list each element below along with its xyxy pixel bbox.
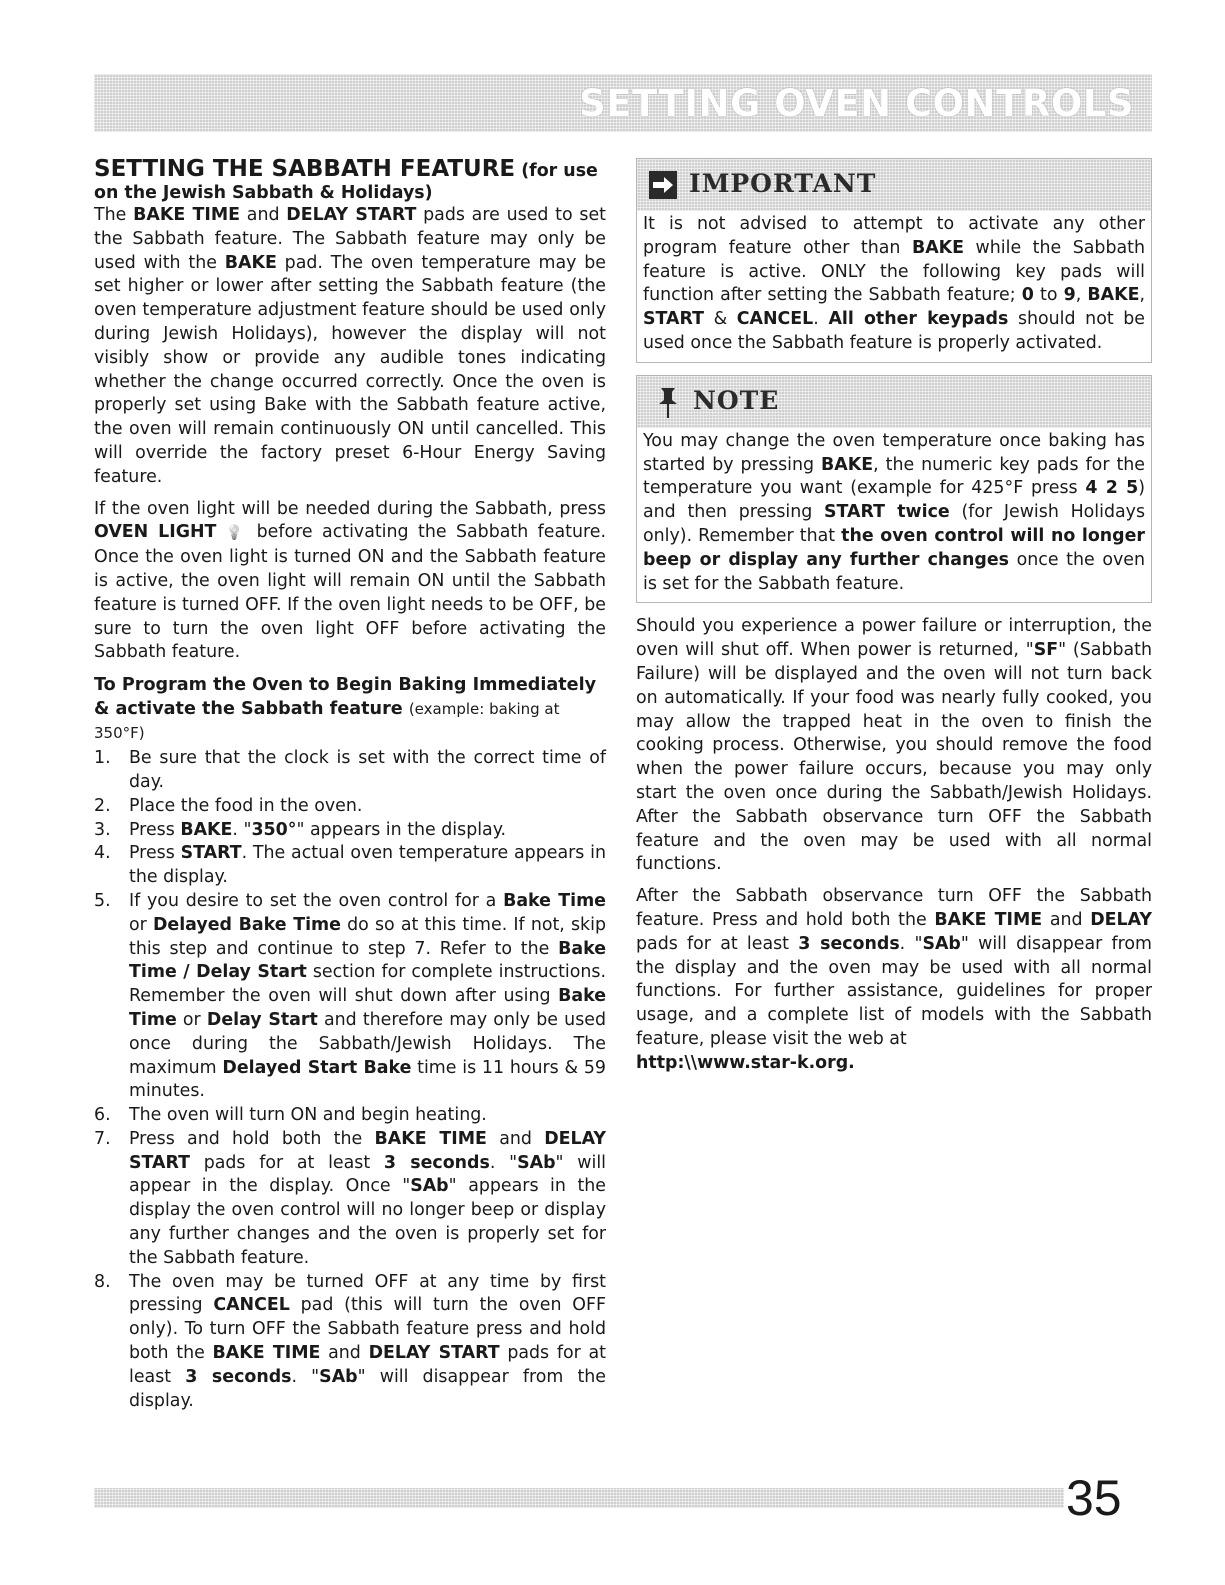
text: Press (129, 819, 181, 840)
bold-text: BAKE (911, 237, 965, 258)
bold-text: 0 (1021, 285, 1034, 306)
text: section for complete instructions. Remember the oven will shut down after using (129, 962, 606, 1007)
text: " appears in the display the oven control will no longer beep or display any further changes and the oven is properly set for the Sabbath feature. (129, 1176, 607, 1268)
text: After the Sabbath observance turn OFF the Sabbath feature. Press and hold both the (636, 886, 1152, 930)
text: and (486, 1128, 545, 1149)
note-header (637, 376, 1151, 428)
bold-text: OVEN LIGHT (94, 522, 217, 543)
text: If you desire to set the oven control for a (129, 890, 504, 911)
text: . " (232, 819, 252, 840)
steps-list (94, 747, 606, 1413)
text: and (240, 205, 287, 225)
bold-text: Delayed Start Bake (222, 1057, 412, 1078)
bold-text: CANCEL (213, 1295, 290, 1316)
text: or (176, 1009, 207, 1030)
note-text (643, 430, 1145, 597)
text: Place the food in the oven. (129, 795, 363, 816)
list-item (94, 1128, 606, 1271)
list-item (94, 819, 606, 843)
text: or (129, 914, 153, 935)
bold-text: 3 seconds (383, 1152, 490, 1173)
power-failure-paragraph (636, 615, 1152, 877)
star-k-link[interactable]: http:\\www.star-k.org. (636, 1052, 855, 1073)
bold-text: BAKE (821, 454, 874, 475)
important-header (637, 159, 1151, 211)
important-box (636, 158, 1152, 363)
text: & (703, 309, 737, 330)
bold-text: SAb (517, 1152, 556, 1173)
oven-light-paragraph (94, 498, 606, 666)
text: . " (899, 933, 923, 954)
bold-text: DELAY START (286, 205, 417, 225)
note-label: NOTE (693, 385, 780, 415)
important-text (643, 213, 1145, 356)
text: , (1075, 285, 1088, 306)
text: If the oven light will be needed during the Sabbath, press (94, 498, 606, 519)
text: " will disappear from the display. (129, 1366, 606, 1411)
text: pads are used to set the Sabbath feature. The Sabbath feature may only be used with the (94, 205, 606, 273)
text: " will appear in the display. Once " (129, 1152, 606, 1197)
bold-text: BAKE (180, 819, 233, 840)
bold-text: 3 seconds (798, 933, 900, 954)
header-banner (94, 74, 1152, 132)
bold-text: SF (1033, 640, 1059, 661)
section-title-suffix: (for use on the Jewish Sabbath & Holidays) (94, 161, 598, 203)
step-number: 5. (94, 890, 111, 911)
bold-text: DELAY START (368, 1343, 500, 1364)
text: The oven will turn ON and begin heating. (129, 1105, 487, 1126)
text: Should you experience a power failure or interruption, the oven will shut off. When power is returned, " (636, 616, 1152, 661)
text: , (1139, 285, 1145, 306)
text: time is 11 hours & 59 minutes. (129, 1057, 606, 1102)
right-column (636, 158, 1152, 1084)
list-item (94, 747, 606, 795)
text: The (94, 205, 134, 225)
bold-text: START (180, 843, 242, 864)
step-number: 6. (94, 1105, 111, 1126)
bold-text: Bake Time / Delay Start (129, 938, 606, 983)
text: . " (489, 1152, 518, 1173)
text: Press (129, 843, 181, 864)
bold-text: BAKE TIME (212, 1343, 321, 1364)
left-column (94, 158, 606, 1413)
text: . " (291, 1366, 320, 1387)
step-number: 3. (94, 819, 111, 840)
text: do so at this time. If not, skip this step and continue to step 7. Refer to the (129, 914, 606, 959)
text: , the numeric key pads for the temperature you want (example for 425°F press (643, 454, 1145, 499)
step-number: 7. (94, 1128, 111, 1149)
text: before activating the Sabbath feature. Once the oven light is turned ON and the Sabbath feature is active, the oven light will remain ON until the Sabbath feature is turned OFF. If the oven light needs to be OFF, be sure to turn the oven light OFF before activating the Sabbath feature. (94, 522, 606, 663)
note-body (637, 428, 1151, 603)
text: pad. The oven temperature may be set higher or lower after setting the Sabbath feature (the oven temperature adjustment feature should be used only during Jewish Holidays), however the display will not visibly show or provide any audible tones indicating whether the change occurred correctly. Once the oven is properly set using Bake with the Sabbath feature active, the oven will remain continuously ON until cancelled. This will override the factory preset 6-Hour Energy Saving feature. (94, 252, 606, 487)
bold-text: DELAY (1090, 909, 1152, 930)
list-item (94, 795, 606, 819)
text: You may change the oven temperature once baking has started by pressing (643, 430, 1145, 475)
text: . The actual oven temperature appears in the display. (129, 843, 606, 888)
bold-text: 3 seconds (185, 1366, 292, 1387)
intro-paragraph (94, 204, 606, 490)
list-item (94, 842, 606, 890)
section-title-main: SETTING THE SABBATH FEATURE (94, 156, 516, 182)
bold-text: 4 2 5 (1085, 478, 1139, 499)
bold-text: 350° (251, 819, 297, 840)
list-item (94, 890, 606, 1104)
text: ) and then pressing (643, 478, 1146, 523)
text: and (1042, 909, 1091, 930)
text: " will disappear from the display and the oven may be used with all normal functions. For further assistance, guidelines for proper usage, and a complete list of models with the Sabbath feature, please visit the web at (636, 933, 1152, 1049)
text: Press and hold both the (129, 1128, 375, 1149)
page-title: SETTING OVEN CONTROLS (579, 82, 1134, 125)
text: once the oven is set for the Sabbath feature. (643, 549, 1145, 594)
bold-text: Bake Time (129, 986, 606, 1030)
text: to (1033, 285, 1064, 306)
section-title (94, 158, 606, 204)
bold-text: 9 (1063, 285, 1076, 306)
text: Be sure that the clock is set with the correct time of day. (129, 748, 606, 792)
subheading-text: To Program the Oven to Begin Baking Immediately & activate the Sabbath feature (94, 675, 597, 720)
bold-text: START (643, 309, 704, 330)
text: . (813, 309, 829, 330)
text: pads for at least (129, 1343, 606, 1387)
bold-text: DELAY START (129, 1128, 606, 1173)
bold-text: Delay Start (206, 1009, 318, 1030)
bold-text: Delayed Bake Time (152, 914, 341, 935)
bold-text: Bake Time (503, 890, 606, 911)
arrow-right-icon (649, 171, 677, 199)
text: pads for at least (636, 933, 799, 954)
list-item (94, 1271, 606, 1414)
bold-text: CANCEL (736, 309, 814, 330)
list-item (94, 1104, 606, 1128)
text: " appears in the display. (296, 819, 507, 840)
text: should not be used once the Sabbath feature is properly activated. (643, 309, 1146, 353)
bold-text: SAb (410, 1176, 449, 1197)
text: " (Sabbath Failure) will be displayed and the oven will not turn back on automatically. If your food was nearly fully cooked, you may allow the trapped heat in the oven to finish the cooking process. Otherwise, you should remove the food when the power failure occurs, because you may only start the oven once during the Sabbath/Jewish Holidays. After the Sabbath observance turn OFF the Sabbath feature and the oven may be used with all normal functions. (636, 640, 1152, 875)
bold-text: BAKE TIME (133, 205, 241, 225)
bold-text: START twice (824, 502, 950, 523)
note-box (636, 375, 1152, 604)
pushpin-icon (653, 384, 683, 420)
bold-text: the oven control will no longer beep or display any further changes (643, 525, 1146, 570)
text: and (320, 1343, 369, 1364)
subheading-example: (example: baking at 350°F) (94, 700, 560, 743)
light-bulb-icon: 💡 (225, 525, 248, 542)
text: and therefore may only be used once during the Sabbath/Jewish Holidays. The maximum (129, 1009, 606, 1078)
text: It is not advised to attempt to activate any other program feature other than (643, 214, 1145, 258)
bold-text: BAKE TIME (934, 909, 1043, 930)
bold-text: BAKE (1087, 285, 1140, 306)
text: The oven may be turned OFF at any time by first pressing (129, 1271, 606, 1316)
text: pad (this will turn the oven OFF only). To turn OFF the Sabbath feature press and hold both the (129, 1295, 606, 1364)
bold-text: BAKE (224, 252, 277, 273)
page-number: 35 (1066, 1470, 1122, 1526)
step-number: 2. (94, 795, 111, 816)
text: (for Jewish Holidays only). Remember that (643, 502, 1146, 546)
bold-text: BAKE TIME (374, 1128, 487, 1149)
step-number: 8. (94, 1271, 111, 1292)
program-subheading (94, 673, 606, 745)
important-body (637, 211, 1151, 362)
footer-strip (94, 1488, 1064, 1508)
bold-text: All other keypads (828, 309, 1009, 330)
step-number: 1. (94, 748, 111, 769)
step-number: 4. (94, 843, 111, 864)
text: while the Sabbath feature is active. ONLY the following key pads will function after setting the Sabbath feature; (643, 237, 1145, 306)
bold-text: SAb (319, 1366, 358, 1387)
important-label: IMPORTANT (689, 169, 877, 198)
turn-off-paragraph (636, 885, 1152, 1075)
bold-text: SAb (922, 933, 961, 954)
text: pads for at least (189, 1152, 384, 1173)
